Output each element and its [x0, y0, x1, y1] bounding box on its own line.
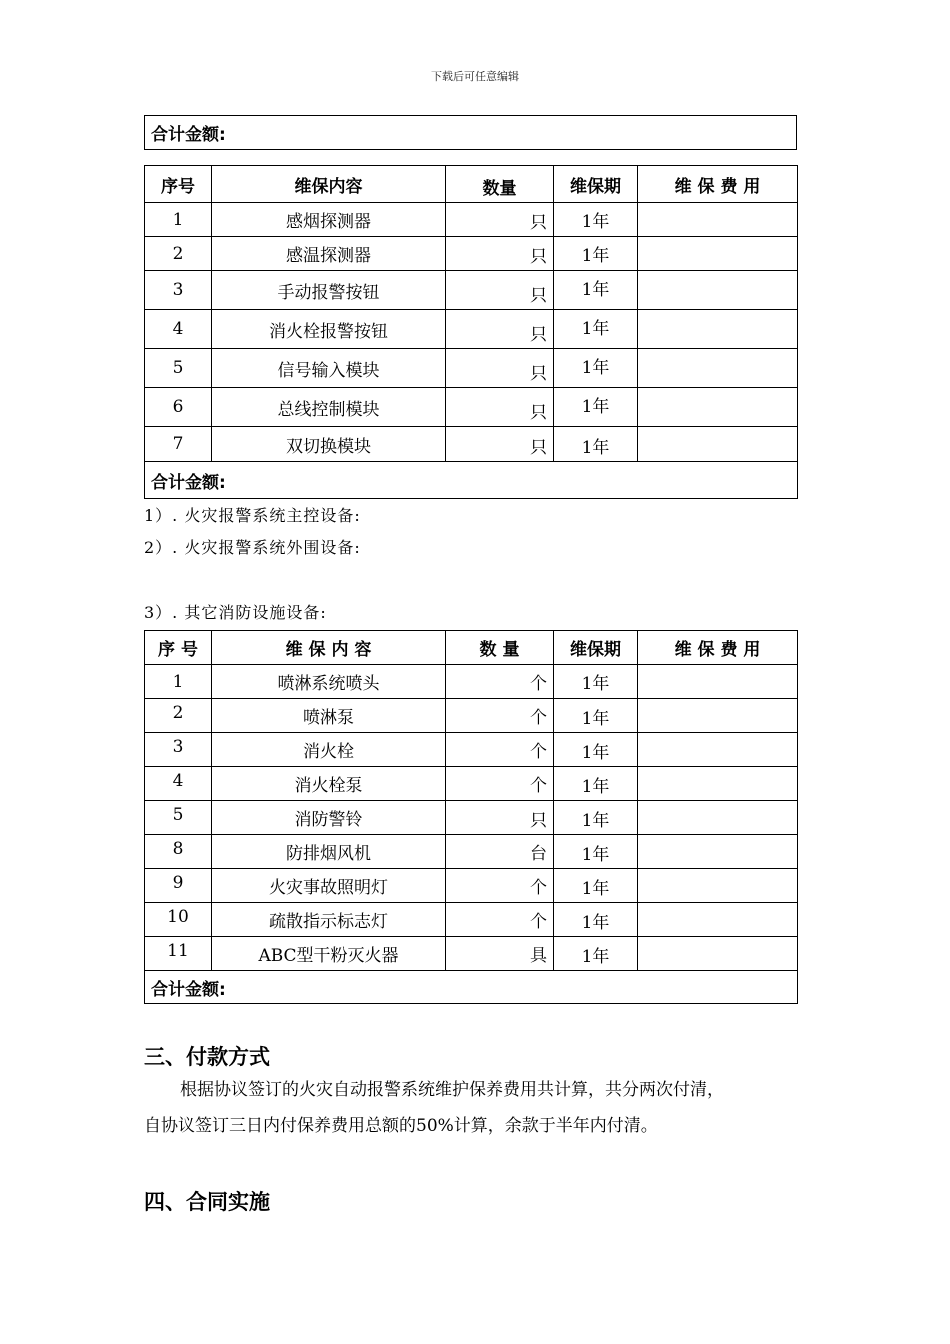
row-no: 11 — [145, 937, 212, 971]
row-item: 喷淋系统喷头 — [212, 665, 446, 699]
row-period: 1年 — [554, 271, 638, 310]
row-item: 火灾事故照明灯 — [212, 869, 446, 903]
top-total-table — [144, 115, 797, 150]
row-fee — [638, 869, 798, 903]
table-row — [145, 271, 798, 310]
table-row — [145, 665, 798, 699]
row-fee — [638, 699, 798, 733]
row-unit: 只 — [446, 310, 554, 349]
row-item: 信号输入模块 — [212, 349, 446, 388]
table-row — [145, 310, 798, 349]
row-no: 2 — [145, 699, 212, 733]
table2-header-fee: 维 保 费 用 — [638, 631, 798, 665]
row-item: 双切换模块 — [212, 427, 446, 462]
row-fee — [638, 835, 798, 869]
table-row — [145, 869, 798, 903]
row-unit: 个 — [446, 699, 554, 733]
row-period: 1年 — [554, 767, 638, 801]
note-peripheral-equipment: 2）. 火灾报警系统外围设备: — [144, 538, 361, 557]
row-unit: 只 — [446, 271, 554, 310]
maintenance-table-2 — [144, 630, 798, 1004]
section-3-line-1: 根据协议签订的火灾自动报警系统维护保养费用共计算，共分两次付清， — [180, 1080, 724, 1100]
table1-header-qty: 数量 — [446, 166, 554, 203]
row-fee — [638, 801, 798, 835]
row-period: 1年 — [554, 665, 638, 699]
table-row — [145, 349, 798, 388]
row-unit: 具 — [446, 937, 554, 971]
row-period: 1年 — [554, 801, 638, 835]
row-unit: 个 — [446, 665, 554, 699]
row-item: 消火栓报警按钮 — [212, 310, 446, 349]
row-period: 1年 — [554, 699, 638, 733]
table-row — [145, 903, 798, 937]
row-item: 消防警铃 — [212, 801, 446, 835]
row-no: 4 — [145, 767, 212, 801]
row-period: 1年 — [554, 310, 638, 349]
row-period: 1年 — [554, 903, 638, 937]
row-no: 3 — [145, 733, 212, 767]
table-row — [145, 835, 798, 869]
table-row — [145, 388, 798, 427]
table1-header-period: 维保期 — [554, 166, 638, 203]
row-no: 1 — [145, 665, 212, 699]
page-header-note: 下载后可任意编辑 — [431, 70, 519, 83]
row-fee — [638, 310, 798, 349]
section-4-title: 四、合同实施 — [144, 1190, 270, 1214]
section-3-title: 三、付款方式 — [144, 1045, 270, 1069]
section-3-line-2: 自协议签订三日内付保养费用总额的50%计算，余款于半年内付清。 — [144, 1116, 658, 1136]
row-item: 感烟探测器 — [212, 203, 446, 237]
row-no: 5 — [145, 349, 212, 388]
table-row — [145, 203, 798, 237]
row-period: 1年 — [554, 427, 638, 462]
row-unit: 只 — [446, 801, 554, 835]
row-fee — [638, 767, 798, 801]
row-unit: 个 — [446, 869, 554, 903]
table2-total-row — [145, 971, 798, 1004]
row-no: 3 — [145, 271, 212, 310]
table2-header-period: 维保期 — [554, 631, 638, 665]
section-3-paragraph — [144, 1072, 799, 1144]
row-fee — [638, 427, 798, 462]
row-item: 感温探测器 — [212, 237, 446, 271]
row-item: 总线控制模块 — [212, 388, 446, 427]
table-row — [145, 237, 798, 271]
row-item: 消火栓 — [212, 733, 446, 767]
row-unit: 个 — [446, 733, 554, 767]
row-item: 防排烟风机 — [212, 835, 446, 869]
row-fee — [638, 203, 798, 237]
table2-header-qty: 数 量 — [446, 631, 554, 665]
row-no: 4 — [145, 310, 212, 349]
table1-header-no: 序号 — [145, 166, 212, 203]
table-row — [145, 801, 798, 835]
row-no: 10 — [145, 903, 212, 937]
row-fee — [638, 937, 798, 971]
table-row — [145, 733, 798, 767]
row-unit: 台 — [446, 835, 554, 869]
row-unit: 只 — [446, 237, 554, 271]
table1-header-row — [145, 166, 798, 203]
table2-header-row — [145, 631, 798, 665]
table-row — [145, 699, 798, 733]
note-main-equipment: 1）. 火灾报警系统主控设备: — [144, 506, 361, 525]
row-period: 1年 — [554, 733, 638, 767]
table2-header-no: 序 号 — [145, 631, 212, 665]
maintenance-table-1 — [144, 165, 798, 499]
table2-total-label: 合计金额: — [145, 971, 798, 1004]
row-no: 9 — [145, 869, 212, 903]
table1-total-row — [145, 462, 798, 499]
row-no: 6 — [145, 388, 212, 427]
row-fee — [638, 388, 798, 427]
row-period: 1年 — [554, 349, 638, 388]
note-other-equipment: 3）. 其它消防设施设备: — [144, 603, 327, 622]
row-no: 2 — [145, 237, 212, 271]
row-fee — [638, 237, 798, 271]
row-period: 1年 — [554, 937, 638, 971]
row-unit: 个 — [446, 903, 554, 937]
row-fee — [638, 733, 798, 767]
row-fee — [638, 271, 798, 310]
table1-total-label: 合计金额: — [145, 462, 798, 499]
table-row — [145, 427, 798, 462]
row-period: 1年 — [554, 869, 638, 903]
row-unit: 只 — [446, 388, 554, 427]
table2-header-item: 维 保 内 容 — [212, 631, 446, 665]
table-row — [145, 937, 798, 971]
table1-header-fee: 维 保 费 用 — [638, 166, 798, 203]
row-fee — [638, 903, 798, 937]
row-no: 7 — [145, 427, 212, 462]
row-item: 喷淋泵 — [212, 699, 446, 733]
row-fee — [638, 349, 798, 388]
row-unit: 个 — [446, 767, 554, 801]
row-no: 8 — [145, 835, 212, 869]
table-row — [145, 767, 798, 801]
row-fee — [638, 665, 798, 699]
row-unit: 只 — [446, 349, 554, 388]
row-no: 1 — [145, 203, 212, 237]
row-period: 1年 — [554, 203, 638, 237]
row-unit: 只 — [446, 203, 554, 237]
top-total-label: 合计金额: — [145, 116, 797, 150]
row-item: 疏散指示标志灯 — [212, 903, 446, 937]
row-period: 1年 — [554, 237, 638, 271]
row-item: 消火栓泵 — [212, 767, 446, 801]
row-item: ABC型干粉灭火器 — [212, 937, 446, 971]
row-period: 1年 — [554, 388, 638, 427]
row-unit: 只 — [446, 427, 554, 462]
row-item: 手动报警按钮 — [212, 271, 446, 310]
table1-header-item: 维保内容 — [212, 166, 446, 203]
row-period: 1年 — [554, 835, 638, 869]
row-no: 5 — [145, 801, 212, 835]
